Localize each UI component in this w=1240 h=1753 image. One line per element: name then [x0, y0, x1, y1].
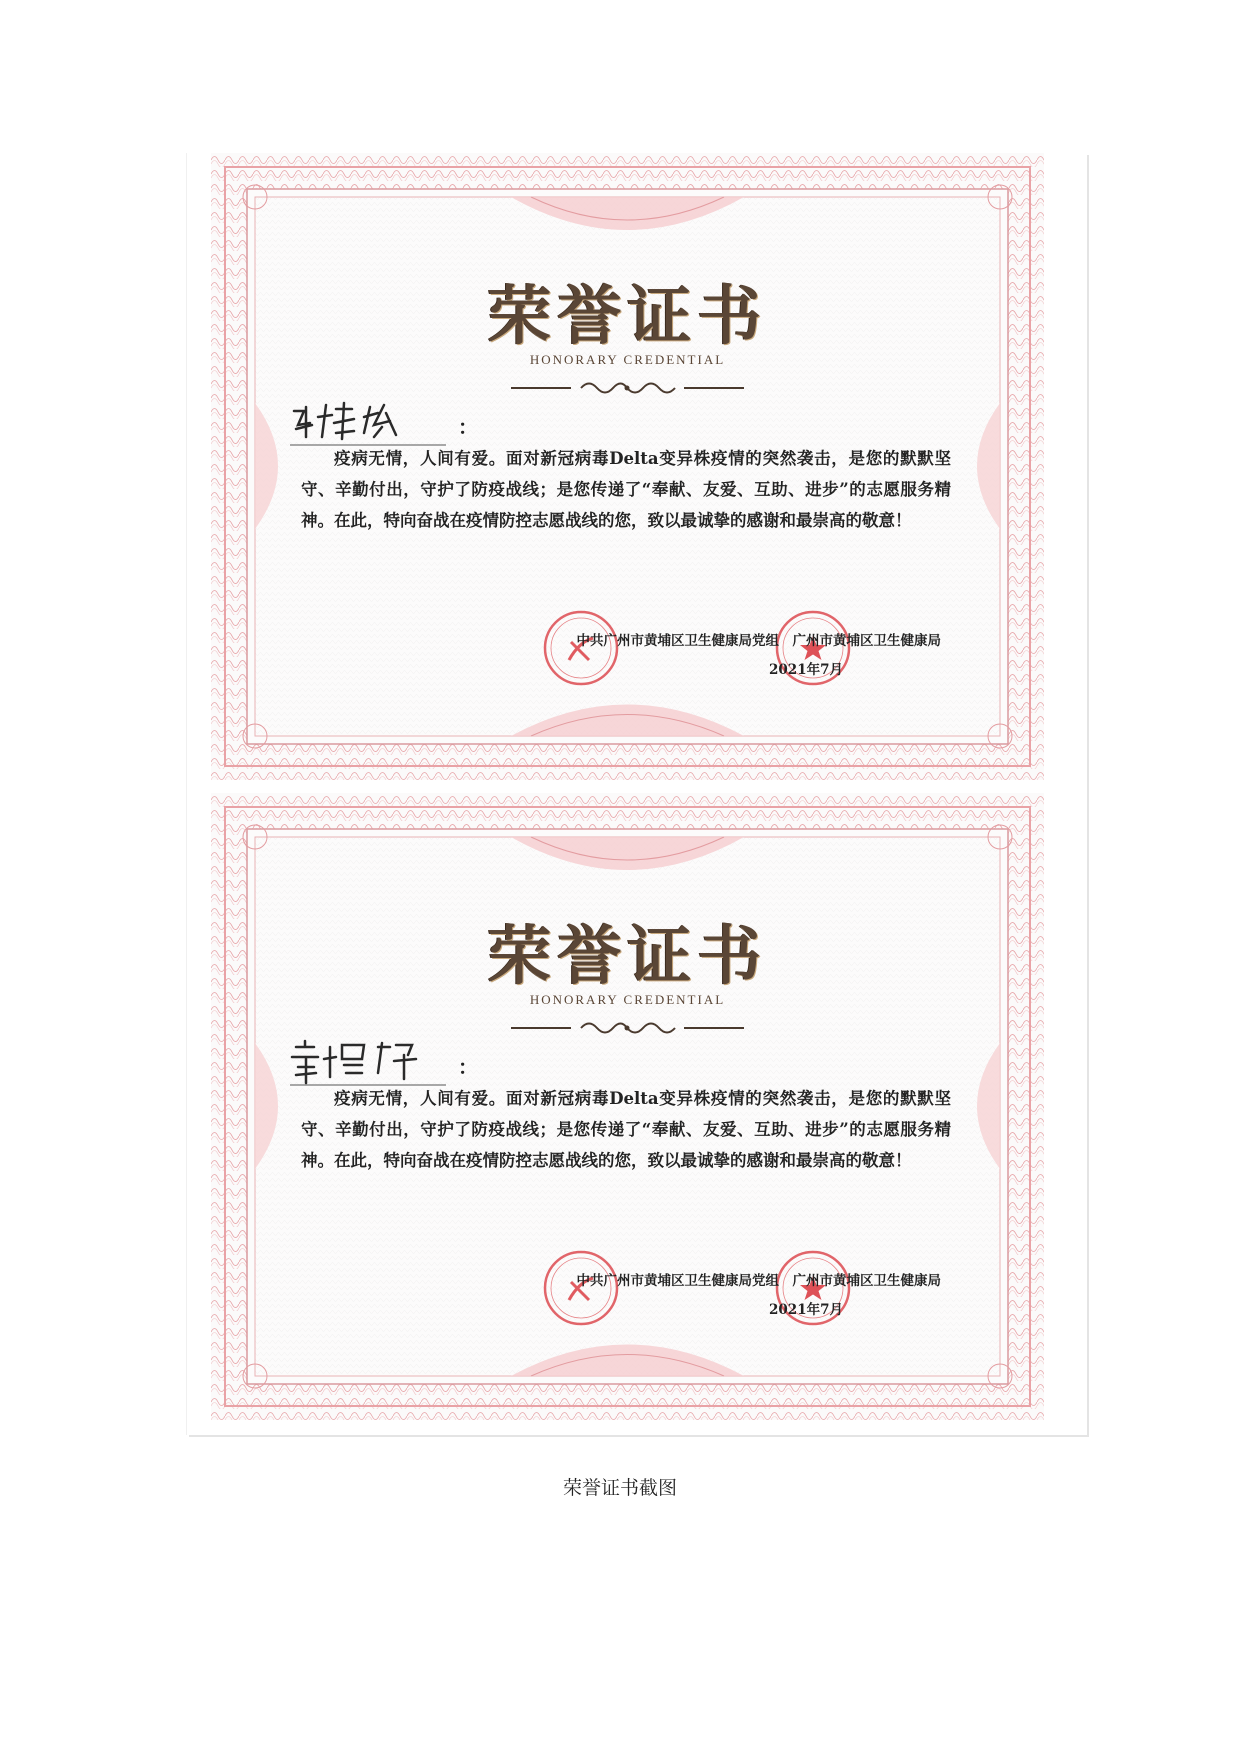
name-colon: ：: [458, 415, 478, 439]
name-colon: ：: [458, 1055, 478, 1079]
certificate-body-text: 疫病无情，人间有爱。面对新冠病毒Delta变异株疫情的突然袭击，是您的默默坚守、辛勤付出，守护了防疫战线；是您传递了“奉献、友爱、互助、进步”的志愿服务精神。在此，特向奋战在疫情防控志愿战线的您，致以最诚挚的感谢和最崇高的敬意！: [301, 449, 951, 530]
certificate-subtitle: HONORARY CREDENTIAL: [529, 352, 726, 367]
title-flourish-ornament: [511, 1017, 744, 1039]
issuer-text: 中共广州市黄埔区卫生健康局党组 广州市黄埔区卫生健康局: [576, 1273, 941, 1289]
certificate: [211, 153, 1044, 780]
certificate-body-text: 疫病无情，人间有爱。面对新冠病毒Delta变异株疫情的突然袭击，是您的默默坚守、辛勤付出，守护了防疫战线；是您传递了“奉献、友爱、互助、进步”的志愿服务精神。在此，特向奋战在疫情防控志愿战线的您，致以最诚挚的感谢和最崇高的敬意！: [301, 1089, 951, 1170]
certificate-title: 荣誉证书: [487, 919, 768, 994]
certificate-subtitle: HONORARY CREDENTIAL: [529, 992, 726, 1007]
issuer-text: 中共广州市黄埔区卫生健康局党组 广州市黄埔区卫生健康局: [576, 633, 941, 649]
title-flourish-ornament: [511, 377, 744, 399]
issue-date: 2021年7月: [769, 1302, 843, 1318]
screenshot-image: [187, 153, 1087, 1435]
issue-date: 2021年7月: [769, 662, 843, 678]
figure-caption: 荣誉证书截图: [562, 1477, 677, 1499]
certificate-title: 荣誉证书: [487, 279, 768, 354]
certificate: [211, 793, 1044, 1420]
